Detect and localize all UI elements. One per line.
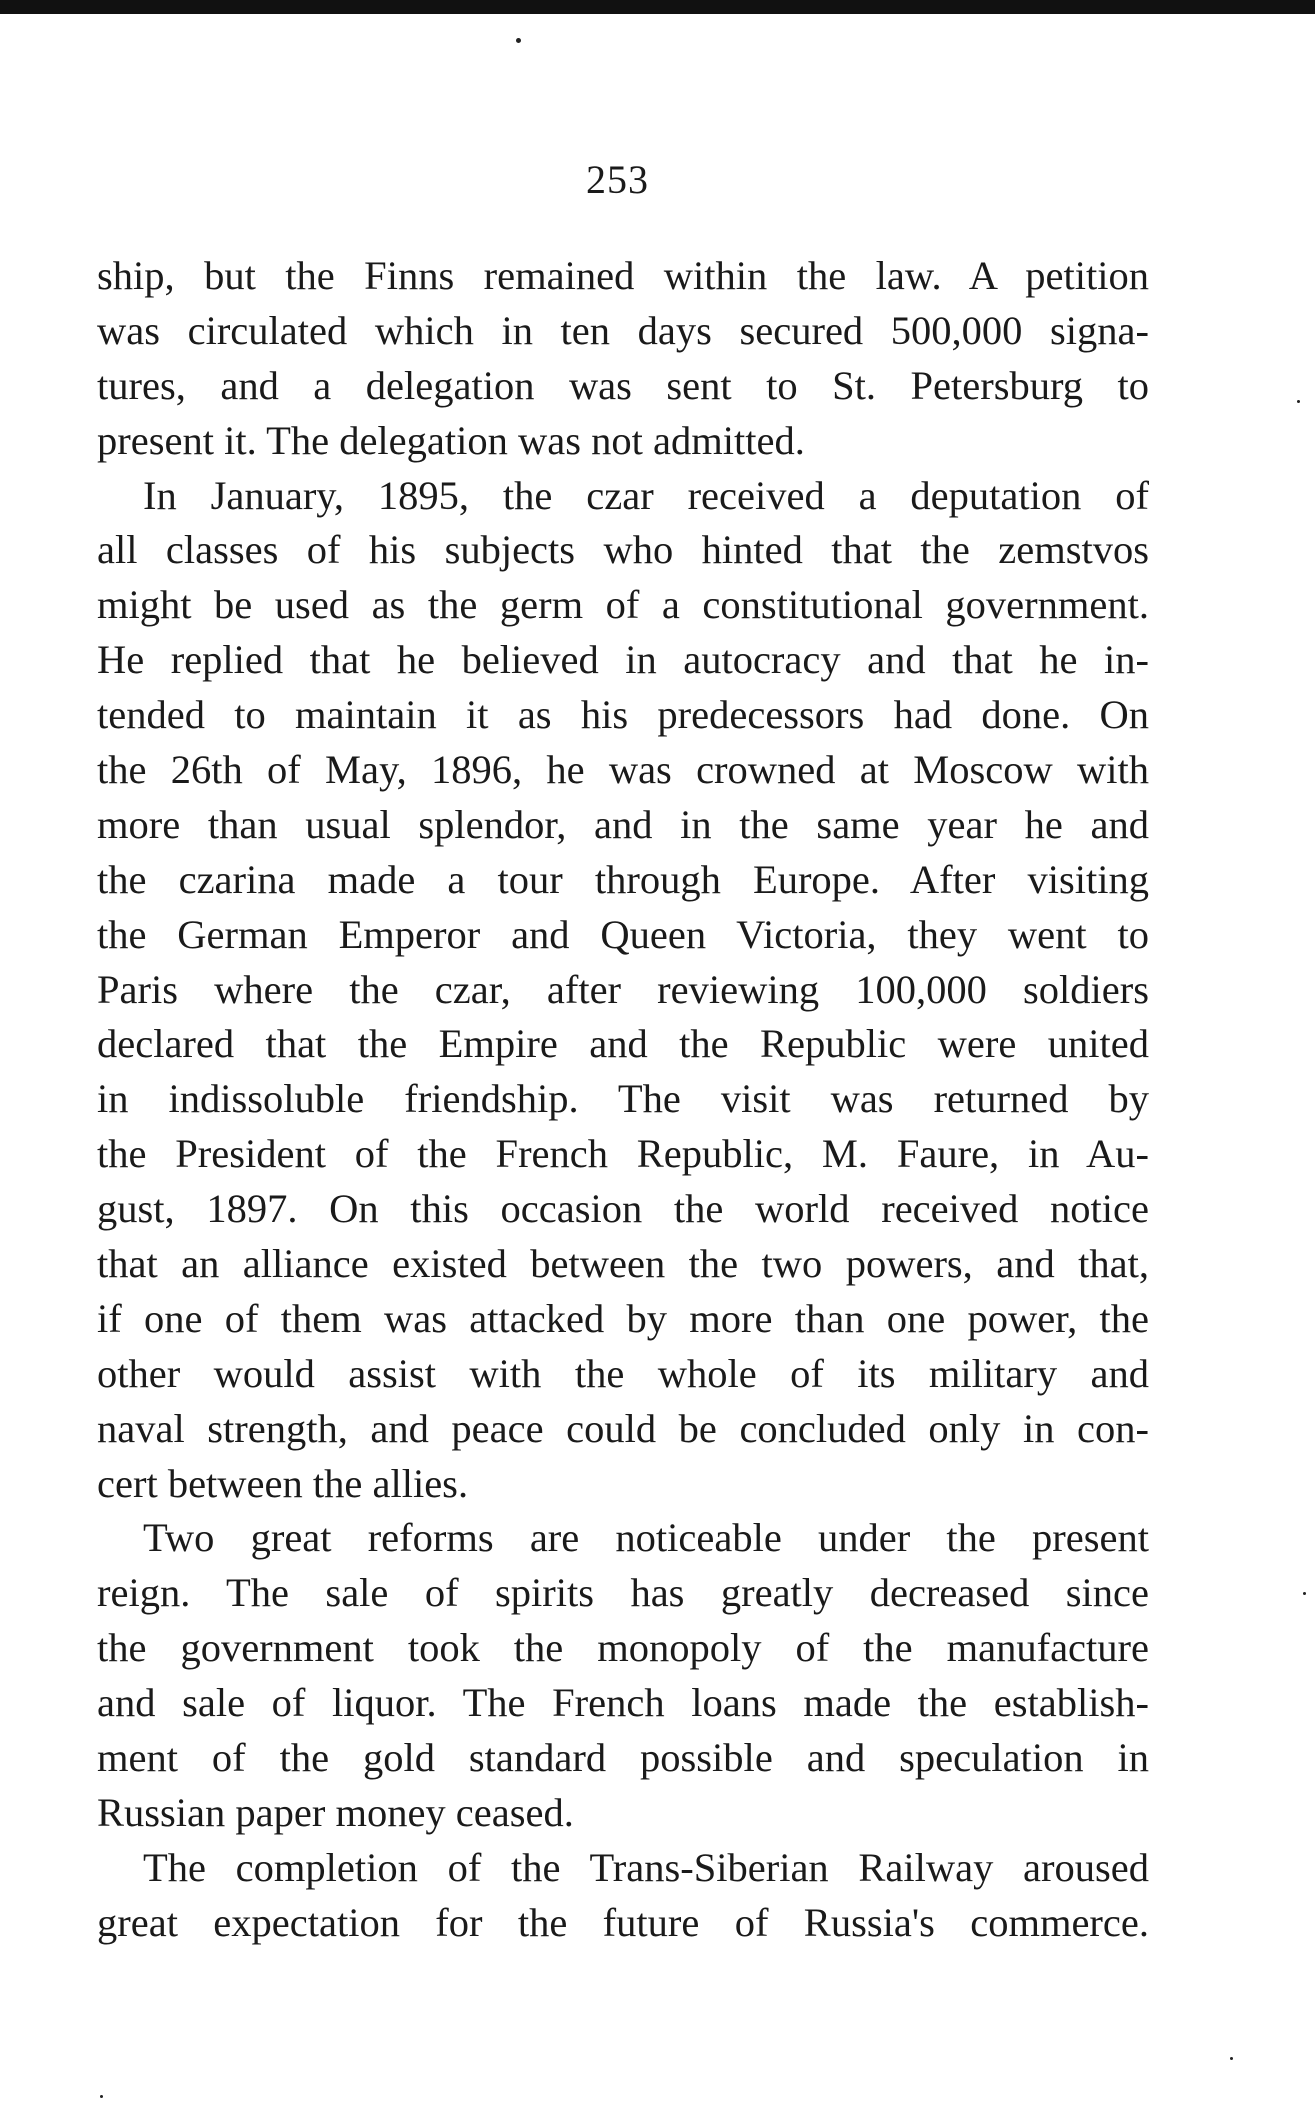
text-line: in indissoluble friendship. The visit was returned by bbox=[97, 1076, 1149, 1122]
text-line: naval strength, and peace could be concluded only in con- bbox=[97, 1405, 1149, 1451]
text-line: other would assist with the whole of its military and bbox=[97, 1350, 1149, 1396]
body-text bbox=[97, 249, 1149, 1951]
paragraph bbox=[97, 1841, 1149, 1951]
text-line: the German Emperor and Queen Victoria, they went to bbox=[97, 911, 1149, 957]
text-line: the 26th of May, 1896, he was crowned at Moscow with bbox=[97, 747, 1149, 793]
scan-speck bbox=[1297, 400, 1300, 403]
text-line: In January, 1895, the czar received a deputation of bbox=[143, 472, 1149, 518]
text-line: and sale of liquor. The French loans made the establish- bbox=[97, 1680, 1149, 1726]
text-line: Two great reforms are noticeable under the present bbox=[143, 1515, 1149, 1561]
text-line: the czarina made a tour through Europe. After visiting bbox=[97, 856, 1149, 902]
text-line: might be used as the germ of a constitutional government. bbox=[97, 582, 1149, 628]
text-line: tended to maintain it as his predecessors had done. On bbox=[97, 692, 1149, 738]
text-line: if one of them was attacked by more than one power, the bbox=[97, 1295, 1149, 1341]
text-line: all classes of his subjects who hinted that the zemstvos bbox=[97, 527, 1149, 573]
scan-speck bbox=[1303, 1592, 1306, 1595]
text-line: present it. The delegation was not admitted. bbox=[97, 417, 805, 463]
text-line: cert between the allies. bbox=[97, 1460, 469, 1506]
paragraph bbox=[97, 249, 1149, 469]
top-scan-border bbox=[0, 0, 1315, 14]
scan-speck bbox=[100, 2095, 103, 2098]
paragraph bbox=[97, 469, 1149, 1512]
scan-speck bbox=[516, 38, 521, 43]
text-line: was circulated which in ten days secured 500,000 signa- bbox=[97, 307, 1149, 353]
text-line: great expectation for the future of Russia's commerce. bbox=[97, 1899, 1149, 1945]
text-line: declared that the Empire and the Republic were united bbox=[97, 1021, 1149, 1067]
text-line: that an alliance existed between the two powers, and that, bbox=[97, 1241, 1149, 1287]
text-line: the government took the monopoly of the manufacture bbox=[97, 1625, 1149, 1671]
text-line: reign. The sale of spirits has greatly decreased since bbox=[97, 1570, 1149, 1616]
text-line: tures, and a delegation was sent to St. Petersburg to bbox=[97, 362, 1149, 408]
text-line: gust, 1897. On this occasion the world received notice bbox=[97, 1186, 1149, 1232]
text-line: Paris where the czar, after reviewing 100,000 soldiers bbox=[97, 966, 1149, 1012]
page-number: 253 bbox=[586, 157, 649, 202]
text-line: The completion of the Trans-Siberian Railway aroused bbox=[143, 1844, 1149, 1890]
scan-speck bbox=[1230, 2057, 1233, 2060]
text-line: He replied that he believed in autocracy and that he in- bbox=[97, 637, 1149, 683]
text-line: the President of the French Republic, M. Faure, in Au- bbox=[97, 1131, 1149, 1177]
text-line: ment of the gold standard possible and speculation in bbox=[97, 1735, 1149, 1781]
text-line: Russian paper money ceased. bbox=[97, 1789, 574, 1835]
text-line: more than usual splendor, and in the same year he and bbox=[97, 801, 1149, 847]
paragraph bbox=[97, 1511, 1149, 1840]
text-line: ship, but the Finns remained within the law. A petition bbox=[97, 253, 1149, 298]
